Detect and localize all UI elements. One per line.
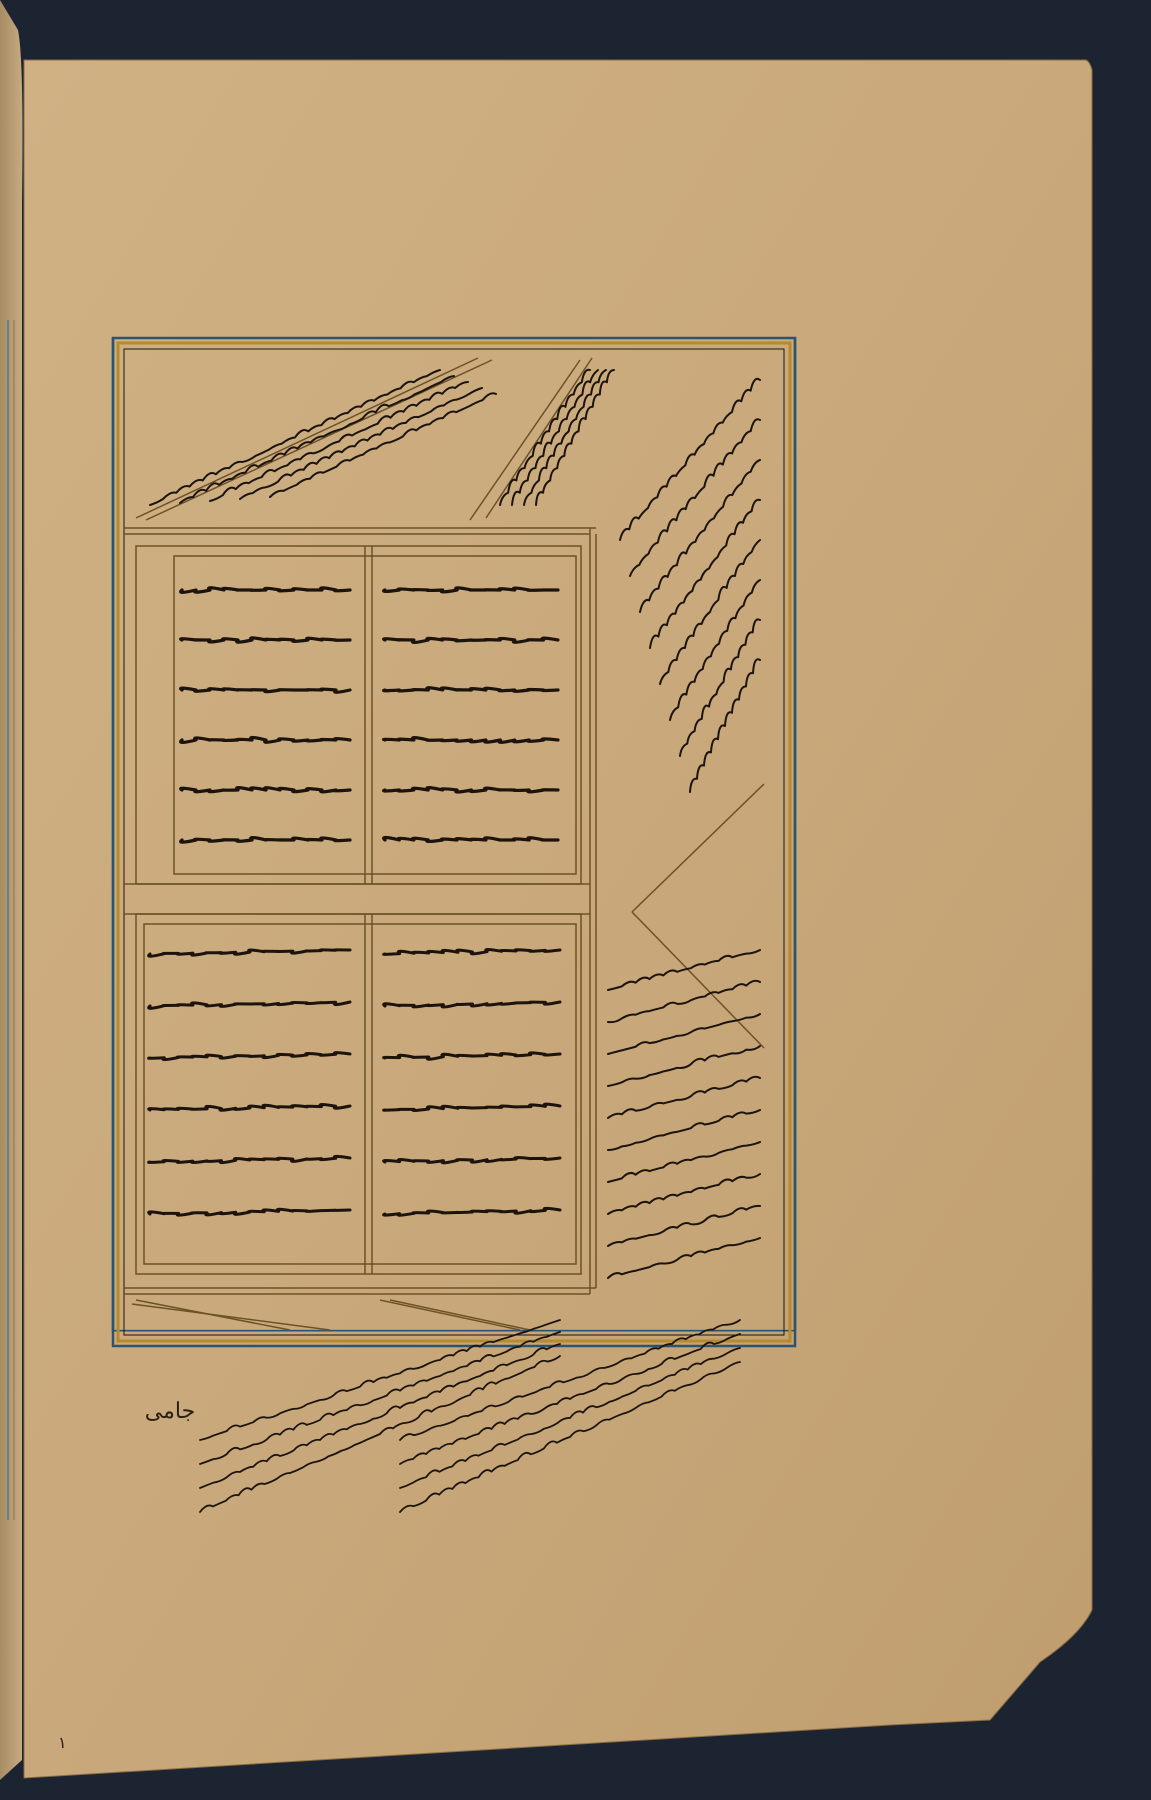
facing-page-edge — [0, 0, 23, 1780]
manuscript-page — [24, 60, 1092, 1778]
signature-text: جامی — [144, 1399, 196, 1424]
folio-mark: ١ — [58, 1733, 67, 1752]
